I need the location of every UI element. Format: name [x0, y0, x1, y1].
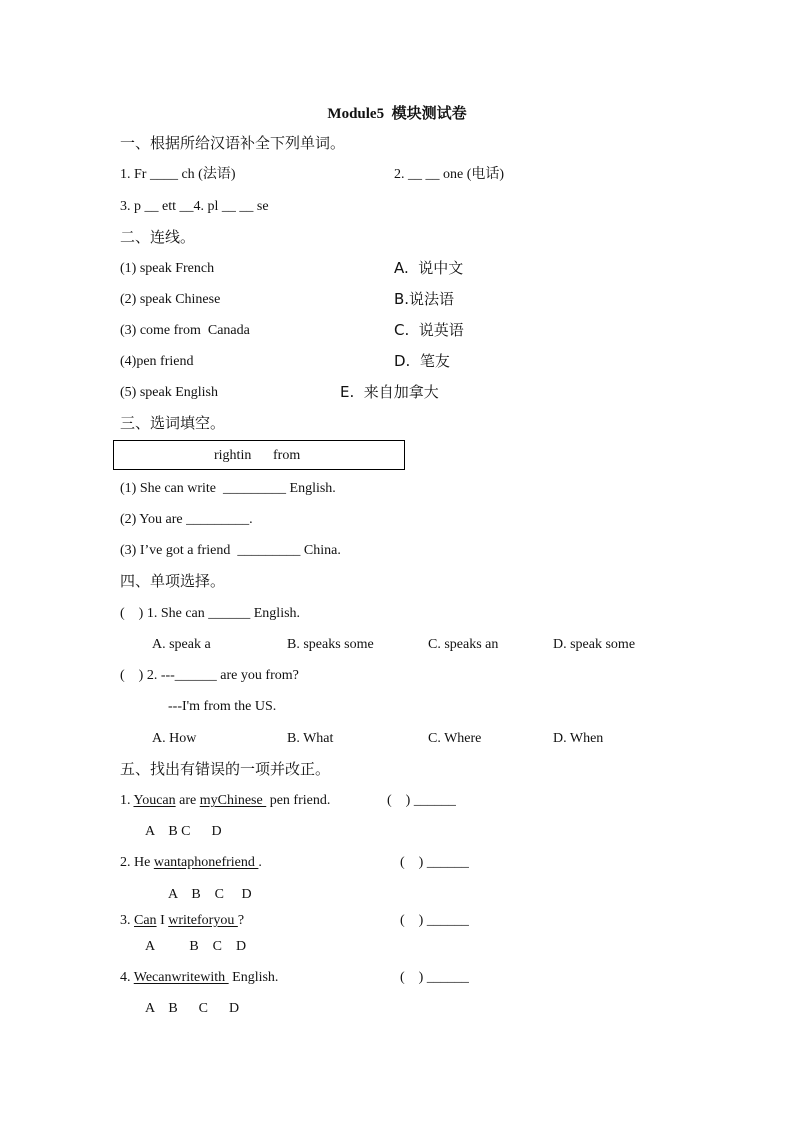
section-3-heading: 三、选词填空。 — [120, 414, 226, 432]
q3-1: (1) She can write _________ English. — [120, 481, 336, 496]
q4-2-option-d: D. When — [553, 731, 604, 746]
q1-2: 2. __ __ one (电话) — [394, 167, 505, 182]
q5-4-underlined: Wecanwritewith — [133, 970, 229, 985]
q5-4-letters: A B C D — [145, 1001, 240, 1016]
q5-3-text: I — [156, 913, 169, 928]
q5-3-underlined-a: Can — [134, 913, 157, 928]
q5-1-letters: A B C D — [145, 824, 222, 839]
q5-1-underlined-b: myChinese — [199, 793, 267, 808]
q5-2-underlined: wantaphonefriend — [153, 855, 259, 870]
q5-1-number: 1. — [120, 793, 134, 808]
q5-4-answer-blank: ( ) ______ — [400, 970, 469, 985]
word-box — [113, 440, 405, 470]
q5-1 — [120, 792, 330, 810]
q5-3 — [120, 912, 244, 930]
q4-2-option-a: A. How — [152, 731, 197, 746]
section-2-heading: 二、连线。 — [120, 228, 196, 246]
q3-3: (3) I’ve got a friend _________ China. — [120, 543, 341, 558]
q5-4-tail: English. — [228, 970, 279, 985]
q5-3-tail: ? — [237, 913, 245, 928]
q4-1-option-d: D. speak some — [553, 637, 636, 652]
q4-2-option-b: B. What — [287, 731, 334, 746]
q5-3-underlined-b: writeforyou — [168, 913, 238, 928]
match-right-e: E. 来自加拿大 — [340, 383, 439, 401]
page-title: Module5 模块测试卷 — [327, 106, 467, 122]
match-left-2: (2) speak Chinese — [120, 292, 221, 307]
q5-1-answer-blank: ( ) ______ — [387, 793, 456, 808]
q5-4-number: 4. — [120, 970, 134, 985]
q4-1-option-b: B. speaks some — [287, 637, 374, 652]
q1-3: 3. p __ ett __4. pl __ __ se — [120, 199, 269, 214]
match-right-d: D. 笔友 — [394, 352, 450, 370]
match-left-5: (5) speak English — [120, 385, 218, 400]
q5-3-answer-blank: ( ) ______ — [400, 913, 469, 928]
match-left-4: (4)pen friend — [120, 354, 194, 369]
q5-3-letters: A B C D — [145, 939, 247, 954]
q5-2-tail: . — [258, 855, 262, 870]
match-right-a: A. 说中文 — [394, 259, 464, 277]
q4-1-option-c: C. speaks an — [428, 637, 499, 652]
match-right-b: B.说法语 — [394, 290, 455, 308]
q4-2: ( ) 2. ---______ are you from? — [120, 668, 299, 683]
q4-1: ( ) 1. She can ______ English. — [120, 606, 301, 621]
q5-4 — [120, 969, 278, 987]
match-right-c: C. 说英语 — [394, 321, 464, 339]
q5-2-answer-blank: ( ) ______ — [400, 855, 469, 870]
section-5-heading: 五、找出有错误的一项并改正。 — [120, 760, 331, 778]
q5-2-number: 2. He — [120, 855, 154, 870]
q4-1-option-a: A. speak a — [152, 637, 211, 652]
section-4-heading: 四、单项选择。 — [120, 572, 226, 590]
word-box-word-1: rightin — [214, 448, 252, 463]
match-left-1: (1) speak French — [120, 261, 215, 276]
q5-2-letters: A B C D — [168, 887, 252, 902]
q4-2-reply: ---I'm from the US. — [168, 699, 277, 714]
q5-2 — [120, 854, 262, 872]
q1-1: 1. Fr ____ ch (法语) — [120, 167, 236, 182]
q5-1-tail: pen friend. — [266, 793, 331, 808]
q4-2-option-c: C. Where — [428, 731, 482, 746]
q5-3-number: 3. — [120, 913, 134, 928]
q3-2: (2) You are _________. — [120, 512, 253, 527]
section-1-heading: 一、根据所给汉语补全下列单词。 — [120, 134, 346, 152]
match-left-3: (3) come from Canada — [120, 323, 250, 338]
q5-1-text: are — [175, 793, 200, 808]
q5-1-underlined-a: Youcan — [133, 793, 176, 808]
word-box-word-2: from — [273, 448, 301, 463]
